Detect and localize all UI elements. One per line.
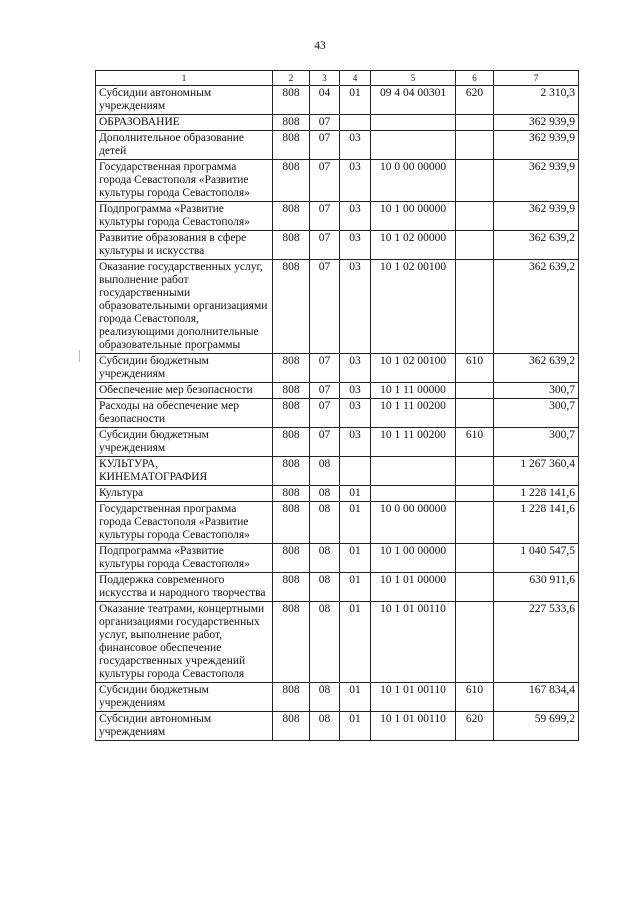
amount: 1 228 141,6 [494, 502, 579, 544]
expense-type-code: 610 [456, 428, 494, 457]
item-name: КУЛЬТУРА, КИНЕМАТОГРАФИЯ [96, 457, 273, 486]
item-name: Подпрограмма «Развитие культуры города Севастополя» [96, 202, 273, 231]
column-header: 6 [456, 71, 494, 86]
table-row [96, 683, 579, 712]
budget-table [95, 70, 579, 741]
target-article-code: 10 1 11 00200 [371, 399, 456, 428]
target-article-code: 10 0 00 00000 [371, 160, 456, 202]
table-row [96, 712, 579, 741]
table-row [96, 602, 579, 683]
item-name: Поддержка современного искусства и народного творчества [96, 573, 273, 602]
table-row [96, 115, 579, 131]
expense-type-code: 620 [456, 712, 494, 741]
item-name: Субсидии автономным учреждениям [96, 86, 273, 115]
amount: 300,7 [494, 428, 579, 457]
amount: 2 310,3 [494, 86, 579, 115]
expense-type-code [456, 573, 494, 602]
subsection-code: 03 [340, 383, 371, 399]
page-number: 43 [314, 40, 326, 52]
grbs-code: 808 [273, 202, 310, 231]
subsection-code: 03 [340, 399, 371, 428]
grbs-code: 808 [273, 399, 310, 428]
target-article-code: 10 0 00 00000 [371, 502, 456, 544]
grbs-code: 808 [273, 712, 310, 741]
expense-type-code [456, 202, 494, 231]
table-row [96, 502, 579, 544]
amount: 59 699,2 [494, 712, 579, 741]
expense-type-code [456, 486, 494, 502]
item-name: Субсидии бюджетным учреждениям [96, 354, 273, 383]
grbs-code: 808 [273, 86, 310, 115]
item-name: Дополнительное образование детей [96, 131, 273, 160]
target-article-code: 10 1 01 00110 [371, 602, 456, 683]
grbs-code: 808 [273, 602, 310, 683]
item-name: Субсидии автономным учреждениям [96, 712, 273, 741]
table-row [96, 399, 579, 428]
amount: 1 228 141,6 [494, 486, 579, 502]
table-row [96, 354, 579, 383]
section-code: 07 [310, 131, 340, 160]
subsection-code: 01 [340, 502, 371, 544]
amount: 362 639,2 [494, 231, 579, 260]
subsection-code: 01 [340, 602, 371, 683]
table-body [96, 86, 579, 741]
subsection-code: 03 [340, 354, 371, 383]
grbs-code: 808 [273, 486, 310, 502]
section-code: 08 [310, 486, 340, 502]
grbs-code: 808 [273, 383, 310, 399]
item-name: Государственная программа города Севастополя «Развитие культуры города Севастополя» [96, 502, 273, 544]
target-article-code [371, 115, 456, 131]
target-article-code: 10 1 00 00000 [371, 544, 456, 573]
column-header: 4 [340, 71, 371, 86]
table-row [96, 544, 579, 573]
item-name: Государственная программа города Севастополя «Развитие культуры города Севастополя» [96, 160, 273, 202]
amount: 1 040 547,5 [494, 544, 579, 573]
expense-type-code [456, 160, 494, 202]
subsection-code [340, 115, 371, 131]
target-article-code: 10 1 01 00110 [371, 712, 456, 741]
expense-type-code [456, 457, 494, 486]
amount: 1 267 360,4 [494, 457, 579, 486]
subsection-code: 01 [340, 573, 371, 602]
table-row [96, 573, 579, 602]
subsection-code: 01 [340, 86, 371, 115]
section-code: 07 [310, 354, 340, 383]
section-code: 07 [310, 231, 340, 260]
amount: 362 939,9 [494, 202, 579, 231]
grbs-code: 808 [273, 428, 310, 457]
expense-type-code [456, 131, 494, 160]
table-row [96, 457, 579, 486]
item-name: ОБРАЗОВАНИЕ [96, 115, 273, 131]
item-name: Субсидии бюджетным учреждениям [96, 428, 273, 457]
grbs-code: 808 [273, 457, 310, 486]
subsection-code: 01 [340, 544, 371, 573]
target-article-code [371, 131, 456, 160]
expense-type-code: 610 [456, 354, 494, 383]
expense-type-code: 610 [456, 683, 494, 712]
section-code: 07 [310, 115, 340, 131]
table-row [96, 428, 579, 457]
item-name: Культура [96, 486, 273, 502]
grbs-code: 808 [273, 160, 310, 202]
subsection-code: 01 [340, 712, 371, 741]
table-row [96, 383, 579, 399]
section-code: 08 [310, 502, 340, 544]
section-code: 07 [310, 260, 340, 354]
item-name: Оказание театрами, концертными организациями государственных услуг, выполнение работ, финансовое обеспечение государственных учреждений культуры города Севастополя [96, 602, 273, 683]
column-header: 1 [96, 71, 273, 86]
subsection-code: 03 [340, 202, 371, 231]
table-row [96, 131, 579, 160]
grbs-code: 808 [273, 683, 310, 712]
subsection-code: 03 [340, 231, 371, 260]
table-row [96, 486, 579, 502]
column-header: 7 [494, 71, 579, 86]
subsection-code: 01 [340, 683, 371, 712]
grbs-code: 808 [273, 502, 310, 544]
amount: 362 939,9 [494, 160, 579, 202]
expense-type-code [456, 602, 494, 683]
table-header-row [96, 71, 579, 86]
target-article-code: 10 1 11 00200 [371, 428, 456, 457]
grbs-code: 808 [273, 544, 310, 573]
grbs-code: 808 [273, 115, 310, 131]
section-code: 08 [310, 712, 340, 741]
section-code: 07 [310, 160, 340, 202]
target-article-code: 10 1 02 00100 [371, 260, 456, 354]
amount: 362 639,2 [494, 354, 579, 383]
amount: 362 639,2 [494, 260, 579, 354]
item-name: Субсидии бюджетным учреждениям [96, 683, 273, 712]
column-header: 2 [273, 71, 310, 86]
target-article-code [371, 486, 456, 502]
grbs-code: 808 [273, 131, 310, 160]
subsection-code: 03 [340, 428, 371, 457]
section-code: 08 [310, 602, 340, 683]
expense-type-code [456, 502, 494, 544]
target-article-code: 10 1 02 00100 [371, 354, 456, 383]
target-article-code: 10 1 01 00110 [371, 683, 456, 712]
grbs-code: 808 [273, 573, 310, 602]
table-row [96, 202, 579, 231]
expense-type-code [456, 231, 494, 260]
item-name: Оказание государственных услуг, выполнение работ государственными образовательными организациями города Севастополя, реализующими дополнительные образовательные программы [96, 260, 273, 354]
expense-type-code [456, 383, 494, 399]
column-header: 5 [371, 71, 456, 86]
expense-type-code: 620 [456, 86, 494, 115]
amount: 362 939,9 [494, 115, 579, 131]
subsection-code [340, 457, 371, 486]
grbs-code: 808 [273, 231, 310, 260]
table-row [96, 160, 579, 202]
target-article-code: 10 1 01 00000 [371, 573, 456, 602]
section-code: 07 [310, 399, 340, 428]
section-code: 08 [310, 457, 340, 486]
amount: 300,7 [494, 399, 579, 428]
table-row [96, 260, 579, 354]
scan-mark [79, 350, 80, 362]
expense-type-code [456, 260, 494, 354]
expense-type-code [456, 115, 494, 131]
table-row [96, 86, 579, 115]
subsection-code: 03 [340, 160, 371, 202]
item-name: Расходы на обеспечение мер безопасности [96, 399, 273, 428]
column-header: 3 [310, 71, 340, 86]
target-article-code [371, 457, 456, 486]
table-row [96, 231, 579, 260]
section-code: 07 [310, 428, 340, 457]
amount: 300,7 [494, 383, 579, 399]
item-name: Развитие образования в сфере культуры и искусства [96, 231, 273, 260]
amount: 362 939,9 [494, 131, 579, 160]
grbs-code: 808 [273, 260, 310, 354]
section-code: 08 [310, 544, 340, 573]
target-article-code: 10 1 00 00000 [371, 202, 456, 231]
subsection-code: 03 [340, 131, 371, 160]
grbs-code: 808 [273, 354, 310, 383]
section-code: 04 [310, 86, 340, 115]
expense-type-code [456, 544, 494, 573]
section-code: 07 [310, 383, 340, 399]
amount: 630 911,6 [494, 573, 579, 602]
item-name: Обеспечение мер безопасности [96, 383, 273, 399]
expense-type-code [456, 399, 494, 428]
section-code: 07 [310, 202, 340, 231]
target-article-code: 10 1 11 00000 [371, 383, 456, 399]
item-name: Подпрограмма «Развитие культуры города Севастополя» [96, 544, 273, 573]
section-code: 08 [310, 573, 340, 602]
amount: 167 834,4 [494, 683, 579, 712]
subsection-code: 03 [340, 260, 371, 354]
subsection-code: 01 [340, 486, 371, 502]
target-article-code: 09 4 04 00301 [371, 86, 456, 115]
target-article-code: 10 1 02 00000 [371, 231, 456, 260]
section-code: 08 [310, 683, 340, 712]
amount: 227 533,6 [494, 602, 579, 683]
